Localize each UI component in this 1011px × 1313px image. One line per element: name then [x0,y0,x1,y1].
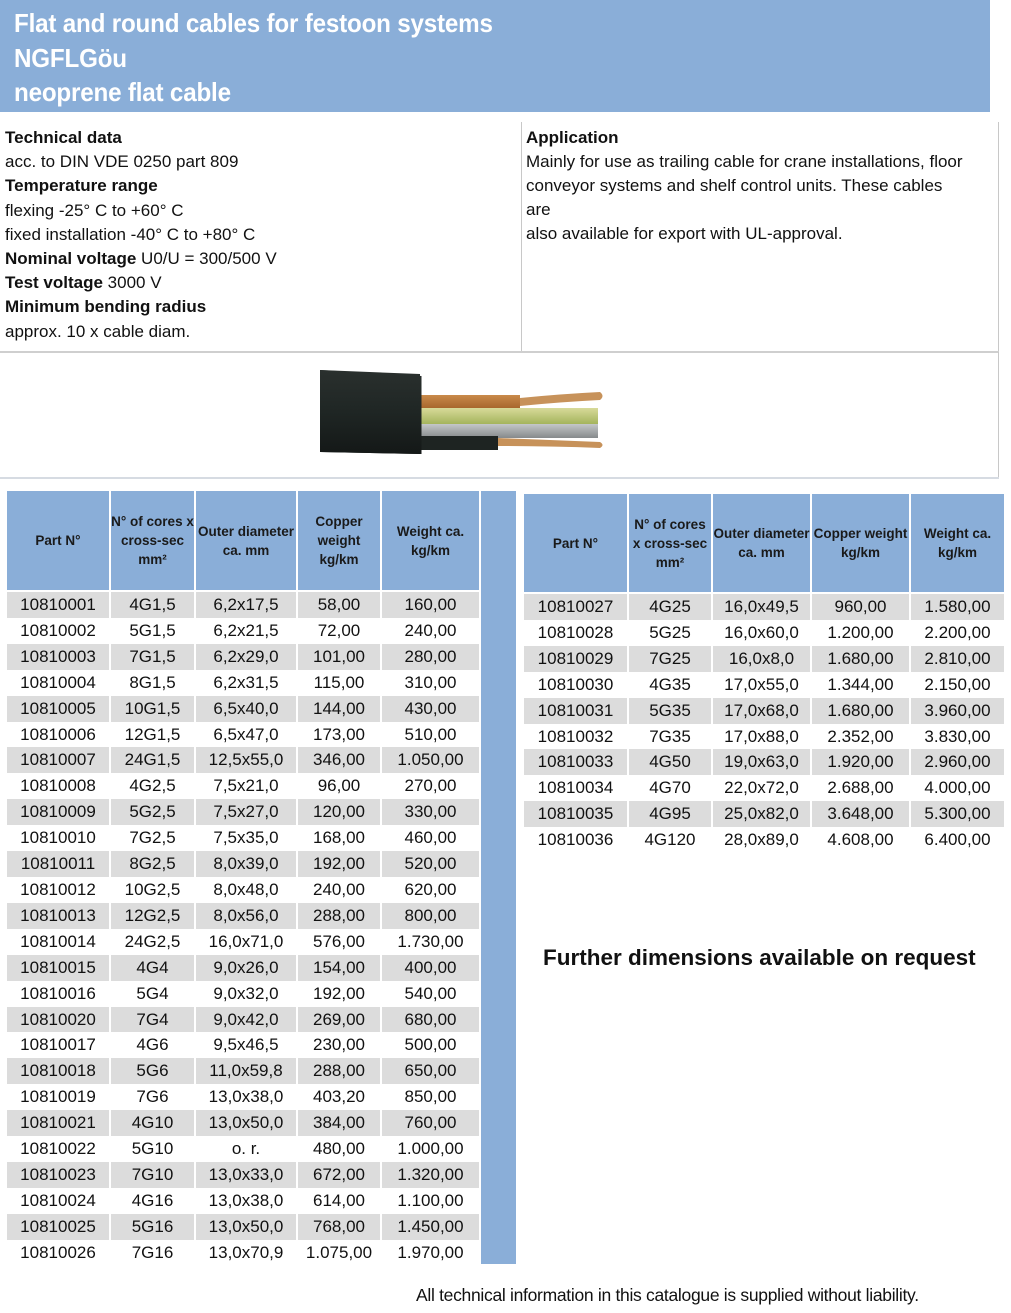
table-row [7,1084,479,1110]
cell-weight: 760,00 [382,1110,479,1136]
cell-outer-diameter: 25,0x82,0 [713,801,810,827]
page-header [0,0,990,112]
temperature-fixed: fixed installation -40° C to +80° C [5,224,256,244]
cell-weight: 1.970,00 [382,1240,479,1266]
cell-copper-weight: 240,00 [298,877,380,903]
cell-cores: 5G4 [111,981,194,1007]
table-row [7,1214,479,1240]
cell-weight: 280,00 [382,644,479,670]
header-subtitle: neoprene flat cable [14,77,231,107]
cell-weight: 1.730,00 [382,929,479,955]
cell-part-no: 10810016 [7,981,109,1007]
table-row [7,929,479,955]
column-header-outer-diameter: Outer diameter ca. mm [196,491,296,592]
technical-standard: acc. to DIN VDE 0250 part 809 [5,152,239,172]
cell-outer-diameter: 9,0x32,0 [196,981,296,1007]
column-header-part-no: Part N° [524,494,627,594]
cell-cores: 8G1,5 [111,670,194,696]
nominal-voltage [5,247,521,271]
cell-cores: 7G1,5 [111,644,194,670]
table-row [7,747,479,773]
table-row [7,799,479,825]
cell-weight: 680,00 [382,1007,479,1033]
table-row [524,827,1004,853]
table-row [7,1058,479,1084]
cell-cores: 5G25 [629,620,711,646]
cell-outer-diameter: 28,0x89,0 [713,827,810,853]
cell-weight: 800,00 [382,903,479,929]
cell-weight: 270,00 [382,773,479,799]
table-row [7,773,479,799]
cell-cores: 5G1,5 [111,618,194,644]
cell-weight: 1.580,00 [911,594,1004,620]
cell-copper-weight: 1.680,00 [812,698,909,724]
cell-outer-diameter: 17,0x55,0 [713,672,810,698]
cell-outer-diameter: 6,2x21,5 [196,618,296,644]
cell-part-no: 10810003 [7,644,109,670]
table-row [7,1240,479,1266]
temperature-flexing: flexing -25° C to +60° C [5,200,184,220]
cell-outer-diameter: 9,5x46,5 [196,1032,296,1058]
cell-weight: 460,00 [382,825,479,851]
cell-copper-weight: 58,00 [298,592,380,618]
cell-copper-weight: 614,00 [298,1188,380,1214]
table-row [524,749,1004,775]
cell-outer-diameter: 16,0x8,0 [713,646,810,672]
cell-weight: 850,00 [382,1084,479,1110]
cell-copper-weight: 480,00 [298,1136,380,1162]
cell-outer-diameter: 8,0x39,0 [196,851,296,877]
cell-copper-weight: 269,00 [298,1007,380,1033]
test-voltage [5,271,521,295]
table-row [7,644,479,670]
cell-part-no: 10810033 [524,749,627,775]
cell-part-no: 10810025 [7,1214,109,1240]
cell-cores: 10G1,5 [111,696,194,722]
cell-cores: 7G4 [111,1007,194,1033]
cell-outer-diameter: 22,0x72,0 [713,775,810,801]
table-row [7,1032,479,1058]
cell-copper-weight: 1.344,00 [812,672,909,698]
cell-part-no: 10810001 [7,592,109,618]
cell-copper-weight: 672,00 [298,1162,380,1188]
cell-part-no: 10810011 [7,851,109,877]
cell-cores: 12G2,5 [111,903,194,929]
further-dimensions-note: Further dimensions available on request [543,945,976,970]
cell-part-no: 10810012 [7,877,109,903]
cell-outer-diameter: 17,0x68,0 [713,698,810,724]
cell-cores: 7G35 [629,724,711,750]
table-row [7,851,479,877]
cell-cores: 4G35 [629,672,711,698]
cell-outer-diameter: 8,0x48,0 [196,877,296,903]
cell-outer-diameter: 12,5x55,0 [196,747,296,773]
cell-part-no: 10810015 [7,955,109,981]
divider [0,477,999,479]
cell-cores: 24G2,5 [111,929,194,955]
table-row [7,1188,479,1214]
cell-weight: 510,00 [382,722,479,748]
cell-outer-diameter: 9,0x26,0 [196,955,296,981]
cell-part-no: 10810026 [7,1240,109,1266]
table-row [7,1110,479,1136]
cell-copper-weight: 144,00 [298,696,380,722]
table-row [7,1007,479,1033]
cell-cores: 4G120 [629,827,711,853]
cell-cores: 4G4 [111,955,194,981]
cell-weight: 430,00 [382,696,479,722]
cell-part-no: 10810009 [7,799,109,825]
cell-weight: 650,00 [382,1058,479,1084]
cell-weight: 1.100,00 [382,1188,479,1214]
cell-part-no: 10810002 [7,618,109,644]
cell-outer-diameter: 6,2x17,5 [196,592,296,618]
cell-copper-weight: 154,00 [298,955,380,981]
application-line: also available for export with UL-approval. [526,224,843,243]
header-title: Flat and round cables for festoon systems [14,8,493,38]
cell-cores: 5G6 [111,1058,194,1084]
nominal-voltage-value: U0/U = 300/500 V [136,249,277,269]
cell-outer-diameter: 7,5x21,0 [196,773,296,799]
cell-part-no: 10810014 [7,929,109,955]
cell-cores: 5G2,5 [111,799,194,825]
cell-part-no: 10810017 [7,1032,109,1058]
table-row [7,877,479,903]
cell-copper-weight: 384,00 [298,1110,380,1136]
cell-copper-weight: 2.352,00 [812,724,909,750]
cell-weight: 330,00 [382,799,479,825]
liability-footer: All technical information in this catalogue is supplied without liability. [416,1285,919,1305]
cell-outer-diameter: 6,5x47,0 [196,722,296,748]
cell-part-no: 10810019 [7,1084,109,1110]
cell-outer-diameter: 6,2x31,5 [196,670,296,696]
table-row [7,825,479,851]
cell-copper-weight: 96,00 [298,773,380,799]
cell-weight: 1.320,00 [382,1162,479,1188]
cell-part-no: 10810004 [7,670,109,696]
cell-part-no: 10810028 [524,620,627,646]
cell-copper-weight: 1.680,00 [812,646,909,672]
cell-copper-weight: 120,00 [298,799,380,825]
cell-cores: 10G2,5 [111,877,194,903]
cell-weight: 1.450,00 [382,1214,479,1240]
cell-copper-weight: 1.075,00 [298,1240,380,1266]
table-row [7,618,479,644]
table-row [524,672,1004,698]
column-header-outer-diameter: Outer diameter ca. mm [713,494,810,594]
cell-part-no: 10810020 [7,1007,109,1033]
cell-weight: 3.830,00 [911,724,1004,750]
table-row [524,646,1004,672]
column-header-weight: Weight ca. kg/km [382,491,479,592]
table-row [7,981,479,1007]
cell-cores: 5G16 [111,1214,194,1240]
technical-data-title: Technical data [5,128,122,147]
cell-weight: 520,00 [382,851,479,877]
cell-cores: 24G1,5 [111,747,194,773]
cell-part-no: 10810034 [524,775,627,801]
cell-outer-diameter: 13,0x70,9 [196,1240,296,1266]
header-product-code: NGFLGöu [14,42,127,73]
cell-outer-diameter: 11,0x59,8 [196,1058,296,1084]
application-section [521,122,999,352]
cell-outer-diameter: 17,0x88,0 [713,724,810,750]
cell-outer-diameter: 6,2x29,0 [196,644,296,670]
cell-cores: 4G95 [629,801,711,827]
cell-copper-weight: 1.200,00 [812,620,909,646]
column-divider-bar [481,491,516,1264]
cell-cores: 7G2,5 [111,825,194,851]
test-voltage-value: 3000 V [102,273,162,293]
bending-radius-title: Minimum bending radius [5,297,207,317]
bending-radius-value: approx. 10 x cable diam. [5,321,191,341]
table-row [524,698,1004,724]
cell-cores: 4G10 [111,1110,194,1136]
cell-copper-weight: 1.920,00 [812,749,909,775]
cell-copper-weight: 72,00 [298,618,380,644]
application-line: are [526,200,551,219]
table-row [7,722,479,748]
cell-weight: 6.400,00 [911,827,1004,853]
cell-weight: 400,00 [382,955,479,981]
table-row [524,775,1004,801]
cell-part-no: 10810024 [7,1188,109,1214]
table-row [7,955,479,981]
cell-cores: 4G70 [629,775,711,801]
cell-weight: 1.050,00 [382,747,479,773]
temperature-range-title: Temperature range [5,176,158,196]
cell-part-no: 10810035 [524,801,627,827]
table-row [7,903,479,929]
cell-part-no: 10810022 [7,1136,109,1162]
cell-outer-diameter: 7,5x27,0 [196,799,296,825]
spec-table-left [5,491,481,1266]
cell-copper-weight: 2.688,00 [812,775,909,801]
cell-weight: 5.300,00 [911,801,1004,827]
column-header-weight: Weight ca. kg/km [911,494,1004,594]
application-line: Mainly for use as trailing cable for crane installations, floor [526,152,963,171]
divider [998,352,999,478]
cell-cores: 12G1,5 [111,722,194,748]
cell-cores: 4G50 [629,749,711,775]
cell-outer-diameter: 19,0x63,0 [713,749,810,775]
flat-cable-photo-icon [320,368,760,458]
cell-outer-diameter: 13,0x50,0 [196,1214,296,1240]
cell-outer-diameter: 16,0x49,5 [713,594,810,620]
cell-cores: 7G6 [111,1084,194,1110]
column-header-cores: N° of cores x cross-sec mm² [629,494,711,594]
cell-weight: 540,00 [382,981,479,1007]
cell-weight: 160,00 [382,592,479,618]
cell-weight: 500,00 [382,1032,479,1058]
cell-outer-diameter: 16,0x71,0 [196,929,296,955]
cell-copper-weight: 288,00 [298,1058,380,1084]
cell-cores: 7G16 [111,1240,194,1266]
cell-weight: 1.000,00 [382,1136,479,1162]
cell-part-no: 10810005 [7,696,109,722]
cell-outer-diameter: 16,0x60,0 [713,620,810,646]
column-header-part-no: Part N° [7,491,109,592]
cell-outer-diameter: 13,0x50,0 [196,1110,296,1136]
cell-copper-weight: 768,00 [298,1214,380,1240]
technical-data-section [0,122,521,352]
cell-outer-diameter: 9,0x42,0 [196,1007,296,1033]
cell-outer-diameter: 13,0x33,0 [196,1162,296,1188]
cell-weight: 620,00 [382,877,479,903]
cell-copper-weight: 115,00 [298,670,380,696]
table-row [524,801,1004,827]
cell-cores: 4G2,5 [111,773,194,799]
cell-outer-diameter: 6,5x40,0 [196,696,296,722]
application-line: conveyor systems and shelf control units. These cables [526,176,943,195]
table-row [7,1162,479,1188]
cell-part-no: 10810029 [524,646,627,672]
cell-copper-weight: 576,00 [298,929,380,955]
cell-cores: 7G25 [629,646,711,672]
cell-copper-weight: 960,00 [812,594,909,620]
cell-copper-weight: 4.608,00 [812,827,909,853]
cell-weight: 310,00 [382,670,479,696]
table-row [524,724,1004,750]
cell-outer-diameter: 7,5x35,0 [196,825,296,851]
cell-weight: 3.960,00 [911,698,1004,724]
cell-copper-weight: 173,00 [298,722,380,748]
test-voltage-label: Test voltage [5,273,103,293]
table-row [524,620,1004,646]
cell-part-no: 10810021 [7,1110,109,1136]
column-header-copper-weight: Copper weight kg/km [812,494,909,594]
cell-part-no: 10810008 [7,773,109,799]
cell-weight: 2.200,00 [911,620,1004,646]
cell-copper-weight: 101,00 [298,644,380,670]
cell-part-no: 10810027 [524,594,627,620]
cell-weight: 240,00 [382,618,479,644]
cell-outer-diameter: 13,0x38,0 [196,1084,296,1110]
cell-cores: 7G10 [111,1162,194,1188]
cell-part-no: 10810036 [524,827,627,853]
cell-copper-weight: 3.648,00 [812,801,909,827]
divider [0,351,999,353]
nominal-voltage-label: Nominal voltage [5,249,137,269]
cell-part-no: 10810030 [524,672,627,698]
column-header-copper-weight: Copper weight kg/km [298,491,380,592]
cell-part-no: 10810010 [7,825,109,851]
cell-copper-weight: 346,00 [298,747,380,773]
cell-weight: 2.960,00 [911,749,1004,775]
cell-copper-weight: 192,00 [298,851,380,877]
table-row [7,670,479,696]
cell-part-no: 10810032 [524,724,627,750]
cell-copper-weight: 192,00 [298,981,380,1007]
cell-part-no: 10810018 [7,1058,109,1084]
cell-part-no: 10810013 [7,903,109,929]
cell-cores: 4G6 [111,1032,194,1058]
table-row [524,594,1004,620]
cell-copper-weight: 288,00 [298,903,380,929]
cell-weight: 4.000,00 [911,775,1004,801]
table-row [7,592,479,618]
application-title: Application [526,128,619,147]
cell-copper-weight: 168,00 [298,825,380,851]
cell-outer-diameter: 13,0x38,0 [196,1188,296,1214]
cell-cores: 5G10 [111,1136,194,1162]
cell-cores: 4G16 [111,1188,194,1214]
cell-part-no: 10810031 [524,698,627,724]
cell-part-no: 10810007 [7,747,109,773]
table-row [7,1136,479,1162]
cell-outer-diameter: 8,0x56,0 [196,903,296,929]
cell-part-no: 10810006 [7,722,109,748]
cell-outer-diameter: o. r. [196,1136,296,1162]
cell-cores: 4G25 [629,594,711,620]
spec-table-right [522,494,1006,853]
cell-cores: 8G2,5 [111,851,194,877]
cell-cores: 5G35 [629,698,711,724]
cell-weight: 2.810,00 [911,646,1004,672]
cell-part-no: 10810023 [7,1162,109,1188]
table-row [7,696,479,722]
cell-weight: 2.150,00 [911,672,1004,698]
cell-copper-weight: 403,20 [298,1084,380,1110]
column-header-cores: N° of cores x cross-sec mm² [111,491,194,592]
cell-copper-weight: 230,00 [298,1032,380,1058]
cell-cores: 4G1,5 [111,592,194,618]
